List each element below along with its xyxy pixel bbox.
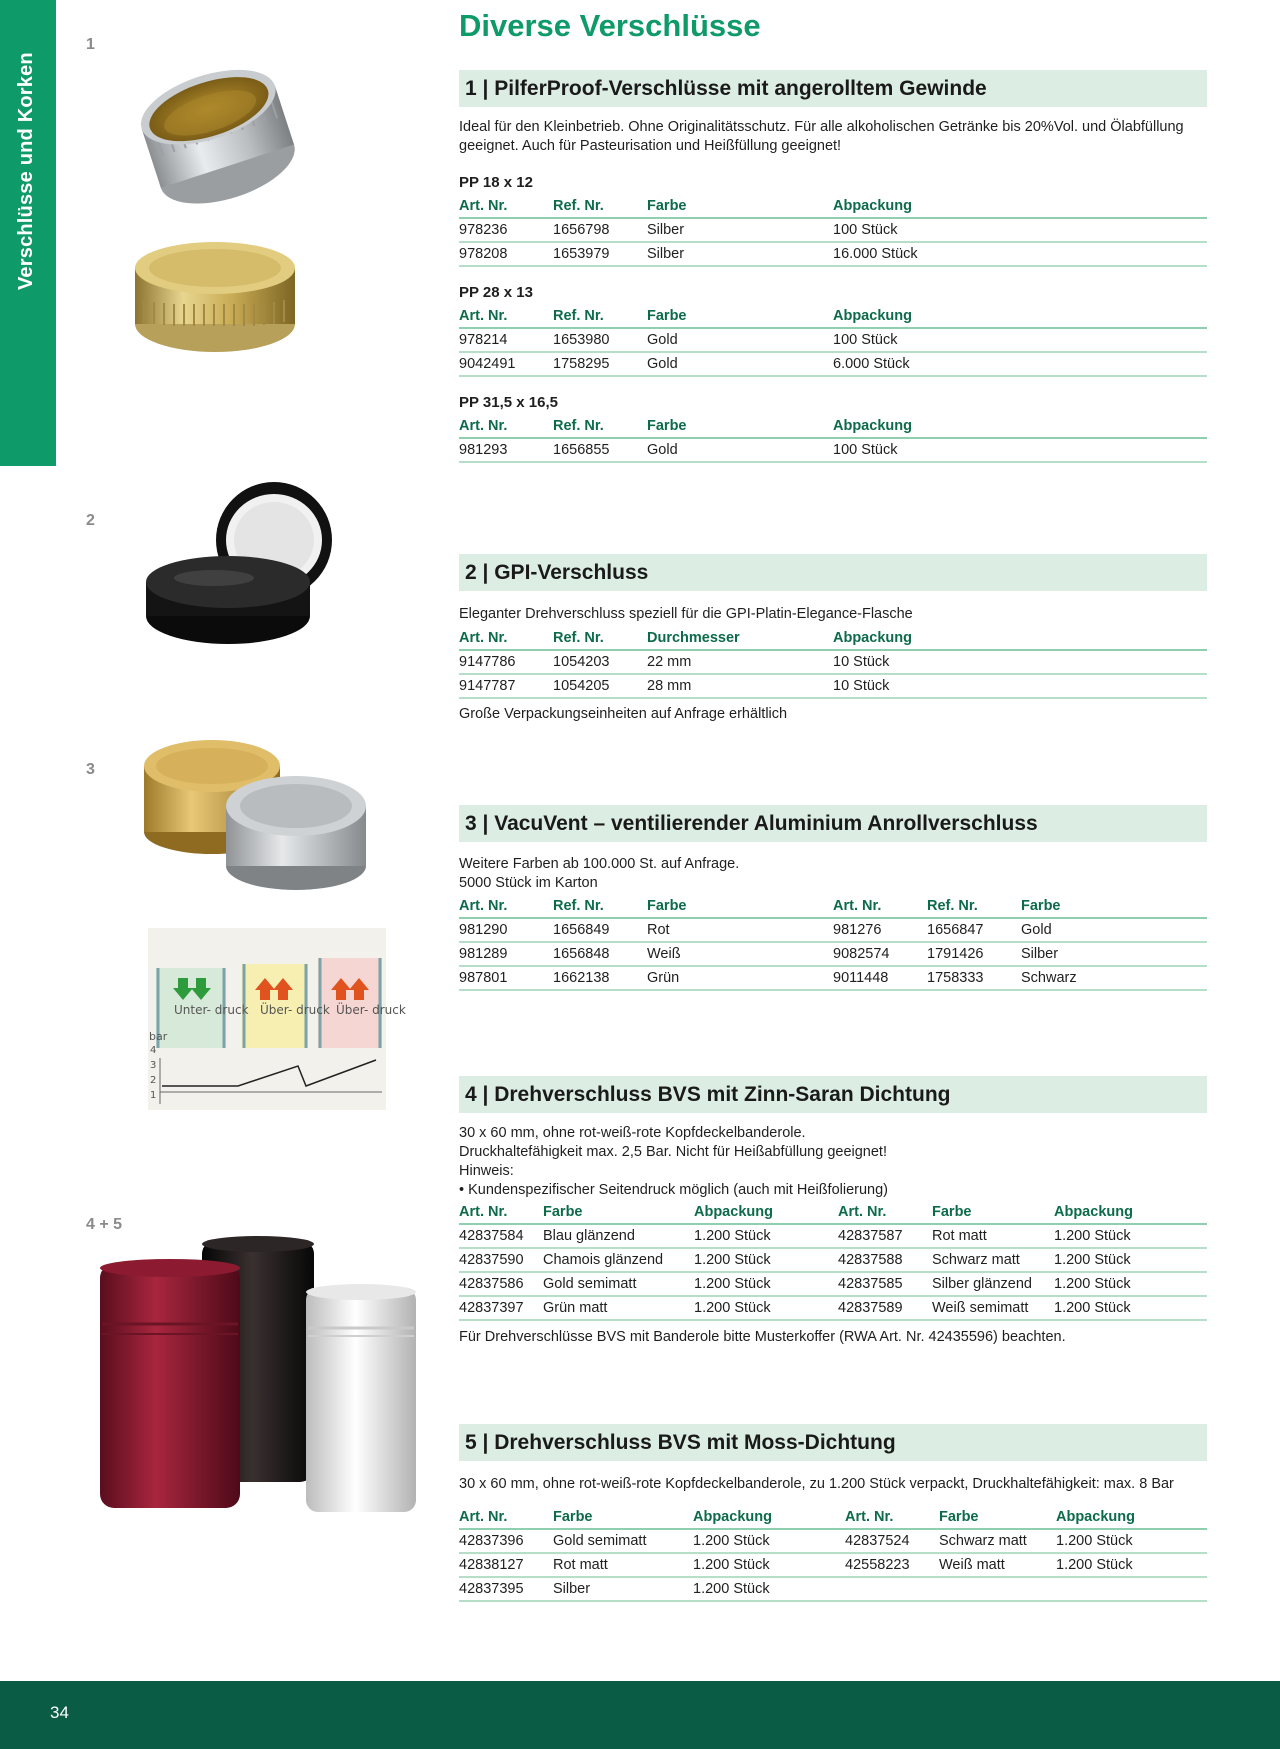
cell-art-nr: 42837395 <box>459 1577 553 1601</box>
cell-farbe: Schwarz matt <box>939 1529 1056 1553</box>
table-pp18 <box>459 195 1207 267</box>
gold-cap-image <box>124 238 306 368</box>
cell-farbe: Weiß semimatt <box>932 1296 1054 1320</box>
bvs-caps-image <box>98 1236 418 1518</box>
cell-farbe: Silber <box>1021 942 1207 966</box>
cell-art-nr: 42837585 <box>838 1272 932 1296</box>
col-header-art-nr: Art. Nr. <box>459 1201 543 1224</box>
cell-farbe: Weiß <box>647 942 833 966</box>
cell-ref-nr: 1791426 <box>927 942 1021 966</box>
cell-abpackung <box>1056 1577 1207 1601</box>
cell-art-nr: 42837587 <box>838 1224 932 1248</box>
table-row <box>459 1577 1207 1601</box>
cell-farbe: Silber <box>553 1577 693 1601</box>
cell-abpackung: 16.000 Stück <box>833 242 1207 266</box>
section-3-description-2: 5000 Stück im Karton <box>459 875 598 891</box>
cell-ref-nr: 1656849 <box>553 918 647 942</box>
cell-abpackung: 100 Stück <box>833 328 1207 352</box>
image-number-3: 3 <box>86 761 95 778</box>
cell-farbe: Grün <box>647 966 833 990</box>
cell-art-nr: 981290 <box>459 918 553 942</box>
diagram-tick-1: 1 <box>150 1090 157 1101</box>
page-title: Diverse Verschlüsse <box>459 8 761 43</box>
table-header-row <box>459 305 1207 328</box>
cell-art-nr: 981289 <box>459 942 553 966</box>
cell-farbe: Silber <box>647 218 833 242</box>
table-header-row <box>459 1506 1207 1529</box>
col-header-farbe: Farbe <box>553 1506 693 1529</box>
cell-art-nr: 9011448 <box>833 966 927 990</box>
col-header-art-nr: Art. Nr. <box>838 1201 932 1224</box>
table-row <box>459 1296 1207 1320</box>
section-4-note: Für Drehverschlüsse BVS mit Banderole bitte Musterkoffer (RWA Art. Nr. 42435596) beachten. <box>459 1329 1066 1345</box>
cell-art-nr: 9147787 <box>459 674 553 698</box>
col-header-farbe: Farbe <box>647 895 833 918</box>
col-header-art-nr: Art. Nr. <box>845 1506 939 1529</box>
cell-art-nr: 42837589 <box>838 1296 932 1320</box>
cell-art-nr: 42837584 <box>459 1224 543 1248</box>
cell-ref-nr: 1662138 <box>553 966 647 990</box>
cell-abpackung: 1.200 Stück <box>1056 1553 1207 1577</box>
image-number-1: 1 <box>86 36 95 53</box>
cell-art-nr: 981276 <box>833 918 927 942</box>
cell-art-nr: 981293 <box>459 438 553 462</box>
diagram-label-ueberdruck-2: Über- druck <box>336 1003 406 1017</box>
col-header-farbe: Farbe <box>647 305 833 328</box>
table-row <box>459 438 1207 462</box>
pressure-diagram <box>148 928 406 1110</box>
table-row <box>459 966 1207 990</box>
cell-abpackung: 1.200 Stück <box>693 1553 845 1577</box>
cell-durchmesser: 22 mm <box>647 650 833 674</box>
cell-art-nr: 978208 <box>459 242 553 266</box>
black-cap-image <box>144 478 364 650</box>
section-4-description-1: 30 x 60 mm, ohne rot-weiß-rote Kopfdeckelbanderole. <box>459 1125 806 1141</box>
cell-art-nr: 42837586 <box>459 1272 543 1296</box>
col-header-abpackung: Abpackung <box>833 305 1207 328</box>
cell-durchmesser: 28 mm <box>647 674 833 698</box>
section-3 <box>459 805 1207 991</box>
col-header-abpackung: Abpackung <box>1056 1506 1207 1529</box>
table-row <box>459 942 1207 966</box>
group-title-pp31: PP 31,5 x 16,5 <box>459 394 558 411</box>
table-header-row <box>459 895 1207 918</box>
group-title-pp18: PP 18 x 12 <box>459 174 533 191</box>
section-4-description-2: Druckhaltefähigkeit max. 2,5 Bar. Nicht für Heißabfüllung geeignet! <box>459 1144 887 1160</box>
table-pp28 <box>459 305 1207 377</box>
cell-farbe: Silber <box>647 242 833 266</box>
cell-ref-nr: 1054205 <box>553 674 647 698</box>
cell-art-nr: 9147786 <box>459 650 553 674</box>
cell-art-nr: 42837396 <box>459 1529 553 1553</box>
col-header-farbe: Farbe <box>1021 895 1207 918</box>
cell-farbe <box>939 1577 1056 1601</box>
table-row <box>459 1272 1207 1296</box>
col-header-farbe: Farbe <box>647 415 833 438</box>
cell-abpackung: 1.200 Stück <box>694 1224 838 1248</box>
col-header-abpackung: Abpackung <box>833 627 1207 650</box>
section-2-description: Eleganter Drehverschluss speziell für die GPI-Platin-Elegance-Flasche <box>459 606 913 622</box>
table-row <box>459 1224 1207 1248</box>
cell-farbe: Grün matt <box>543 1296 694 1320</box>
cell-art-nr: 978236 <box>459 218 553 242</box>
cell-art-nr: 978214 <box>459 328 553 352</box>
col-header-durchmesser: Durchmesser <box>647 627 833 650</box>
table-row <box>459 918 1207 942</box>
section-1-description: Ideal für den Kleinbetrieb. Ohne Originalitätsschutz. Für alle alkoholischen Getränke bis 20%Vol. und Ölabfüllung geeignet. Auch für Pasteurisation und Heißfüllung geeignet! <box>459 119 1184 154</box>
section-4-description-3: Hinweis: <box>459 1163 514 1179</box>
cell-abpackung: 1.200 Stück <box>693 1529 845 1553</box>
cell-farbe: Blau glänzend <box>543 1224 694 1248</box>
table-pp31 <box>459 415 1207 463</box>
table-gpi <box>459 627 1207 699</box>
col-header-farbe: Farbe <box>543 1201 694 1224</box>
cell-abpackung: 6.000 Stück <box>833 352 1207 376</box>
table-bvs-moss <box>459 1506 1207 1602</box>
col-header-abpackung: Abpackung <box>1054 1201 1207 1224</box>
section-5-description: 30 x 60 mm, ohne rot-weiß-rote Kopfdeckelbanderole, zu 1.200 Stück verpackt, Druckhaltefähigkeit: max. 8 Bar <box>459 1476 1174 1492</box>
cell-farbe: Rot matt <box>553 1553 693 1577</box>
cell-art-nr: 42837524 <box>845 1529 939 1553</box>
diagram-label-ueberdruck-1: Über- druck <box>260 1003 330 1017</box>
cell-abpackung: 1.200 Stück <box>1056 1529 1207 1553</box>
col-header-art-nr: Art. Nr. <box>459 415 553 438</box>
col-header-ref-nr: Ref. Nr. <box>553 195 647 218</box>
cell-farbe: Gold semimatt <box>553 1529 693 1553</box>
footer-bar <box>0 1681 1280 1749</box>
cell-farbe: Gold <box>647 352 833 376</box>
cell-art-nr: 42837588 <box>838 1248 932 1272</box>
cell-ref-nr: 1656847 <box>927 918 1021 942</box>
cell-ref-nr: 1656848 <box>553 942 647 966</box>
cell-farbe: Rot matt <box>932 1224 1054 1248</box>
section-4-description-4: • Kundenspezifischer Seitendruck möglich (auch mit Heißfolierung) <box>459 1182 888 1198</box>
image-number-2: 2 <box>86 512 95 529</box>
diagram-tick-3: 3 <box>150 1060 157 1071</box>
cell-art-nr: 42837397 <box>459 1296 543 1320</box>
cell-abpackung: 10 Stück <box>833 674 1207 698</box>
cell-ref-nr: 1758333 <box>927 966 1021 990</box>
col-header-art-nr: Art. Nr. <box>459 627 553 650</box>
vacuvent-caps-image <box>142 736 382 900</box>
section-2-note: Große Verpackungseinheiten auf Anfrage erhältlich <box>459 706 788 722</box>
col-header-ref-nr: Ref. Nr. <box>927 895 1021 918</box>
section-5 <box>459 1424 1207 1602</box>
col-header-ref-nr: Ref. Nr. <box>553 627 647 650</box>
section-3-description-1: Weitere Farben ab 100.000 St. auf Anfrage. <box>459 856 740 872</box>
col-header-farbe: Farbe <box>647 195 833 218</box>
cell-farbe: Schwarz matt <box>932 1248 1054 1272</box>
table-row <box>459 328 1207 352</box>
col-header-art-nr: Art. Nr. <box>459 895 553 918</box>
col-header-abpackung: Abpackung <box>693 1506 845 1529</box>
cell-abpackung: 1.200 Stück <box>694 1272 838 1296</box>
cell-ref-nr: 1653980 <box>553 328 647 352</box>
table-row <box>459 1248 1207 1272</box>
cell-abpackung: 1.200 Stück <box>1054 1296 1207 1320</box>
section-5-title: 5 | Drehverschluss BVS mit Moss-Dichtung <box>459 1424 1207 1461</box>
section-4 <box>459 1076 1207 1347</box>
table-row <box>459 1529 1207 1553</box>
table-row <box>459 242 1207 266</box>
side-tab <box>0 0 56 466</box>
col-header-abpackung: Abpackung <box>833 415 1207 438</box>
diagram-axis-unit: bar <box>149 1030 168 1043</box>
cell-abpackung: 10 Stück <box>833 650 1207 674</box>
table-header-row <box>459 627 1207 650</box>
cell-art-nr: 42838127 <box>459 1553 553 1577</box>
cell-farbe: Gold <box>1021 918 1207 942</box>
cell-abpackung: 1.200 Stück <box>693 1577 845 1601</box>
col-header-art-nr: Art. Nr. <box>833 895 927 918</box>
cell-abpackung: 1.200 Stück <box>1054 1224 1207 1248</box>
col-header-ref-nr: Ref. Nr. <box>553 305 647 328</box>
cell-abpackung: 1.200 Stück <box>1054 1272 1207 1296</box>
cell-art-nr: 9082574 <box>833 942 927 966</box>
cell-ref-nr: 1656798 <box>553 218 647 242</box>
cell-farbe: Gold <box>647 328 833 352</box>
section-1 <box>459 70 1207 463</box>
col-header-ref-nr: Ref. Nr. <box>553 895 647 918</box>
cell-farbe: Weiß matt <box>939 1553 1056 1577</box>
table-row <box>459 650 1207 674</box>
cell-farbe: Gold semimatt <box>543 1272 694 1296</box>
cell-art-nr <box>845 1577 939 1601</box>
cell-abpackung: 1.200 Stück <box>694 1248 838 1272</box>
side-tab-label: Verschlüsse und Korken <box>15 52 37 290</box>
col-header-art-nr: Art. Nr. <box>459 1506 553 1529</box>
silver-cap-image <box>128 48 304 214</box>
cell-farbe: Rot <box>647 918 833 942</box>
section-1-title: 1 | PilferProof-Verschlüsse mit angerolltem Gewinde <box>459 70 1207 107</box>
section-3-title: 3 | VacuVent – ventilierender Aluminium Anrollverschluss <box>459 805 1207 842</box>
table-bvs-zinn-saran <box>459 1201 1207 1321</box>
cell-farbe: Chamois glänzend <box>543 1248 694 1272</box>
section-4-title: 4 | Drehverschluss BVS mit Zinn-Saran Dichtung <box>459 1076 1207 1113</box>
table-row <box>459 1553 1207 1577</box>
col-header-farbe: Farbe <box>932 1201 1054 1224</box>
cell-ref-nr: 1656855 <box>553 438 647 462</box>
diagram-label-unterdruck: Unter- druck <box>174 1003 249 1017</box>
cell-farbe: Schwarz <box>1021 966 1207 990</box>
col-header-abpackung: Abpackung <box>694 1201 838 1224</box>
cell-ref-nr: 1653979 <box>553 242 647 266</box>
cell-ref-nr: 1758295 <box>553 352 647 376</box>
diagram-tick-2: 2 <box>150 1075 157 1086</box>
table-header-row <box>459 1201 1207 1224</box>
cell-art-nr: 9042491 <box>459 352 553 376</box>
cell-art-nr: 42837590 <box>459 1248 543 1272</box>
group-title-pp28: PP 28 x 13 <box>459 284 533 301</box>
cell-ref-nr: 1054203 <box>553 650 647 674</box>
cell-abpackung: 100 Stück <box>833 438 1207 462</box>
diagram-tick-4: 4 <box>150 1045 157 1056</box>
cell-art-nr: 42558223 <box>845 1553 939 1577</box>
cell-farbe: Silber glänzend <box>932 1272 1054 1296</box>
col-header-farbe: Farbe <box>939 1506 1056 1529</box>
cell-abpackung: 1.200 Stück <box>1054 1248 1207 1272</box>
table-header-row <box>459 195 1207 218</box>
section-2 <box>459 554 1207 724</box>
col-header-ref-nr: Ref. Nr. <box>553 415 647 438</box>
col-header-art-nr: Art. Nr. <box>459 195 553 218</box>
section-2-title: 2 | GPI-Verschluss <box>459 554 1207 591</box>
cell-farbe: Gold <box>647 438 833 462</box>
page-number: 34 <box>50 1703 69 1722</box>
cell-abpackung: 100 Stück <box>833 218 1207 242</box>
cell-abpackung: 1.200 Stück <box>694 1296 838 1320</box>
table-row <box>459 674 1207 698</box>
col-header-art-nr: Art. Nr. <box>459 305 553 328</box>
col-header-abpackung: Abpackung <box>833 195 1207 218</box>
cell-art-nr: 987801 <box>459 966 553 990</box>
table-vacuvent <box>459 895 1207 991</box>
table-row <box>459 352 1207 376</box>
image-number-4-5: 4 + 5 <box>86 1216 123 1233</box>
table-header-row <box>459 415 1207 438</box>
table-row <box>459 218 1207 242</box>
